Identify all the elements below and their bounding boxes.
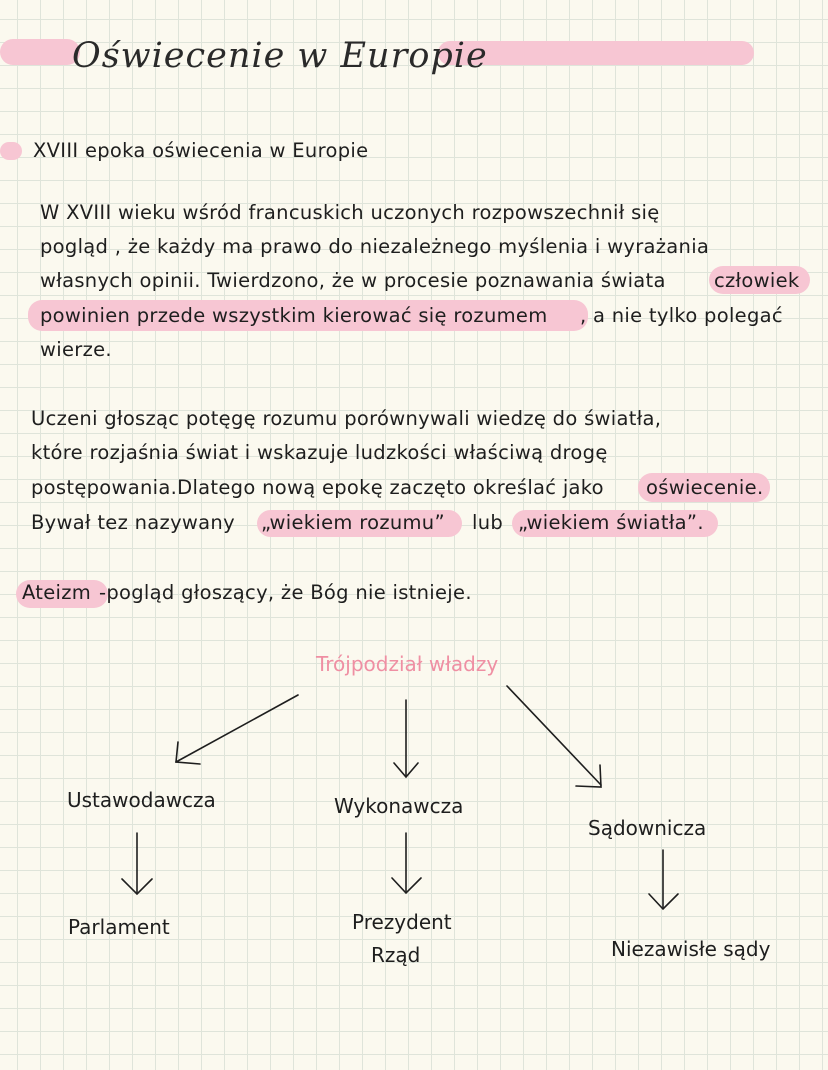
leaf-prezydent: Prezydent (352, 910, 452, 934)
branch-wykonawcza: Wykonawcza (334, 794, 464, 818)
section-heading: XVIII epoka oświecenia w Europie (33, 139, 369, 162)
paragraph1-line4-b: , a nie tylko polegać (580, 304, 783, 327)
leaf-rzad: Rząd (371, 943, 421, 967)
paragraph2-line3-b: oświecenie. (646, 476, 764, 499)
definition-text: -pogląd głoszący, że Bóg nie istnieje. (99, 581, 472, 604)
paragraph2-line3-a: postępowania.Dlatego nową epokę zaczęto określać jako (31, 476, 604, 499)
arrow-left-shaft (176, 695, 298, 762)
paragraph2-line1: Uczeni głosząc potęgę rozumu porównywali wiedzę do światła, (31, 407, 662, 430)
paragraph1-line5: wierze. (40, 338, 112, 361)
paragraph1-line3-a: własnych opinii. Twierdzono, że w procesie poznawania świata (40, 269, 666, 292)
diagram-root: Trójpodział władzy (316, 652, 499, 676)
leaf-parlament: Parlament (68, 915, 170, 939)
arrow-right-head (576, 765, 601, 787)
definition-term: Ateizm (22, 581, 92, 604)
paragraph1-line4-a: powinien przede wszystkim kierować się rozumem (40, 304, 548, 327)
page-title: Oświecenie w Europie (72, 36, 488, 76)
paragraph1-line1: W XVIII wieku wśród francuskich uczonych rozpowszechnił się (40, 201, 660, 224)
paragraph2-line4-b: „wiekiem rozumu” (261, 511, 445, 534)
paragraph2-line4-c: lub (472, 511, 504, 534)
paragraph2-line4-a: Bywał tez nazywany (31, 511, 235, 534)
paragraph2-line4-d: „wiekiem światła”. (518, 511, 704, 534)
branch-sadownicza: Sądownicza (588, 816, 707, 840)
paragraph2-line2: które rozjaśnia świat i wskazuje ludzkości właściwą drogę (31, 441, 608, 464)
leaf-niezawisle-sady: Niezawisłe sądy (611, 937, 771, 961)
branch-ustawodawcza: Ustawodawcza (67, 788, 216, 812)
paragraph1-line3-b: człowiek (714, 269, 800, 292)
paragraph1-line2: pogląd , że każdy ma prawo do niezależnego myślenia i wyrażania (40, 235, 710, 258)
arrow-right-shaft (507, 686, 601, 785)
